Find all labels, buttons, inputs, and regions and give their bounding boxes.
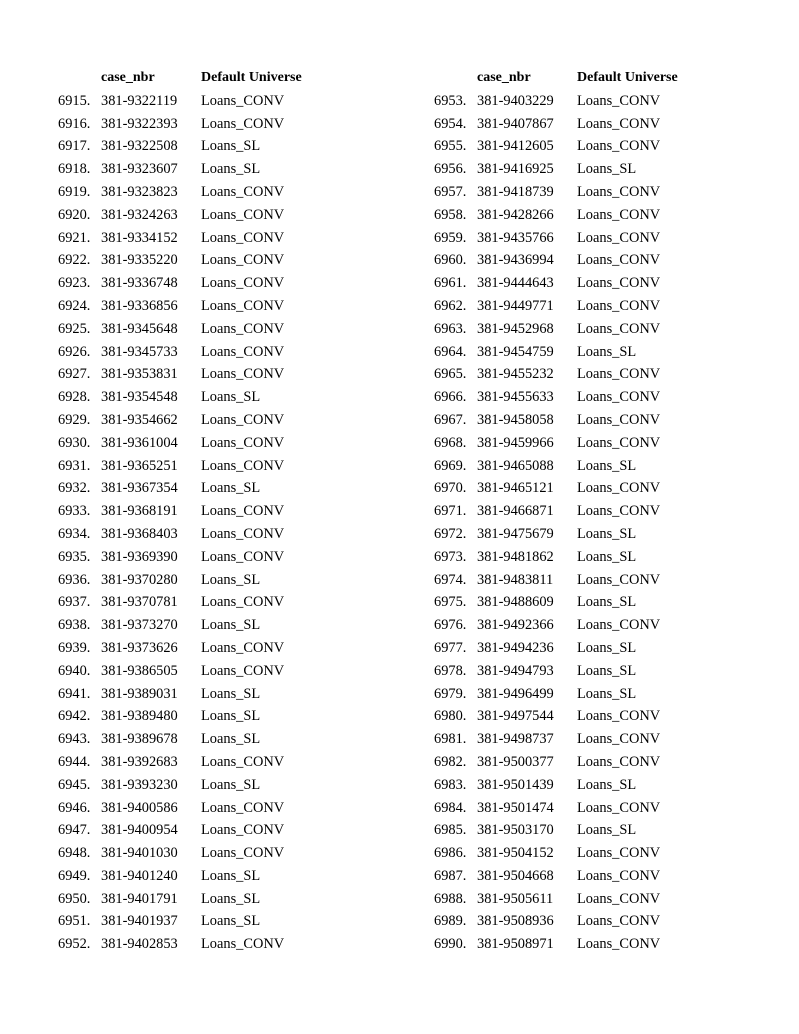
row-number: 6943. bbox=[58, 731, 91, 748]
case-nbr-cell: 381-9368191 bbox=[101, 503, 178, 520]
row-number: 6989. bbox=[434, 913, 467, 930]
universe-cell: Loans_CONV bbox=[201, 206, 285, 223]
case-nbr-cell: 381-9401937 bbox=[101, 913, 178, 930]
universe-cell: Loans_CONV bbox=[577, 229, 661, 246]
case-nbr-cell: 381-9373270 bbox=[101, 617, 178, 634]
case-nbr-cell: 381-9373626 bbox=[101, 639, 178, 656]
case-nbr-cell: 381-9322508 bbox=[101, 138, 178, 155]
case-nbr-cell: 381-9402853 bbox=[101, 936, 178, 953]
row-number: 6940. bbox=[58, 662, 91, 679]
universe-cell: Loans_CONV bbox=[201, 115, 285, 132]
universe-cell: Loans_CONV bbox=[201, 594, 285, 611]
row-number: 6929. bbox=[58, 411, 91, 428]
universe-cell: Loans_CONV bbox=[577, 252, 661, 269]
case-nbr-cell: 381-9465121 bbox=[477, 480, 554, 497]
universe-cell: Loans_SL bbox=[577, 525, 637, 542]
row-number: 6946. bbox=[58, 799, 91, 816]
row-number: 6923. bbox=[58, 275, 91, 292]
row-number: 6977. bbox=[434, 639, 467, 656]
row-number: 6984. bbox=[434, 799, 467, 816]
case-nbr-cell: 381-9436994 bbox=[477, 252, 554, 269]
row-number: 6983. bbox=[434, 776, 467, 793]
row-number: 6964. bbox=[434, 343, 467, 360]
case-nbr-cell: 381-9475679 bbox=[477, 525, 554, 542]
case-nbr-cell: 381-9412605 bbox=[477, 138, 554, 155]
case-nbr-cell: 381-9488609 bbox=[477, 594, 554, 611]
case-nbr-cell: 381-9508971 bbox=[477, 936, 554, 953]
case-nbr-cell: 381-9389031 bbox=[101, 685, 178, 702]
row-number: 6971. bbox=[434, 503, 467, 520]
case-nbr-cell: 381-9368403 bbox=[101, 525, 178, 542]
row-number: 6987. bbox=[434, 867, 467, 884]
row-number: 6945. bbox=[58, 776, 91, 793]
universe-cell: Loans_SL bbox=[201, 890, 261, 907]
row-number: 6928. bbox=[58, 389, 91, 406]
universe-cell: Loans_CONV bbox=[577, 913, 661, 930]
case-nbr-cell: 381-9452968 bbox=[477, 320, 554, 337]
row-number: 6930. bbox=[58, 434, 91, 451]
case-nbr-cell: 381-9323823 bbox=[101, 183, 178, 200]
case-nbr-cell: 381-9508936 bbox=[477, 913, 554, 930]
universe-cell: Loans_CONV bbox=[577, 708, 661, 725]
case-nbr-cell: 381-9335220 bbox=[101, 252, 178, 269]
universe-cell: Loans_SL bbox=[201, 480, 261, 497]
row-number: 6954. bbox=[434, 115, 467, 132]
universe-cell: Loans_SL bbox=[577, 822, 637, 839]
case-nbr-cell: 381-9416925 bbox=[477, 161, 554, 178]
universe-cell: Loans_SL bbox=[201, 389, 261, 406]
header-default-universe: Default Universe bbox=[577, 70, 678, 85]
case-nbr-cell: 381-9496499 bbox=[477, 685, 554, 702]
universe-cell: Loans_CONV bbox=[201, 799, 285, 816]
universe-cell: Loans_SL bbox=[201, 731, 261, 748]
row-number: 6975. bbox=[434, 594, 467, 611]
case-nbr-cell: 381-9353831 bbox=[101, 366, 178, 383]
row-number: 6933. bbox=[58, 503, 91, 520]
case-nbr-cell: 381-9498737 bbox=[477, 731, 554, 748]
case-nbr-cell: 381-9336748 bbox=[101, 275, 178, 292]
universe-cell: Loans_CONV bbox=[577, 845, 661, 862]
universe-cell: Loans_CONV bbox=[577, 411, 661, 428]
row-number: 6973. bbox=[434, 548, 467, 565]
universe-cell: Loans_CONV bbox=[577, 138, 661, 155]
universe-cell: Loans_CONV bbox=[201, 252, 285, 269]
universe-cell: Loans_SL bbox=[201, 685, 261, 702]
row-number: 6982. bbox=[434, 753, 467, 770]
universe-cell: Loans_CONV bbox=[577, 366, 661, 383]
universe-cell: Loans_SL bbox=[577, 662, 637, 679]
universe-cell: Loans_CONV bbox=[577, 183, 661, 200]
row-number: 6934. bbox=[58, 525, 91, 542]
case-nbr-cell: 381-9501474 bbox=[477, 799, 554, 816]
row-number: 6965. bbox=[434, 366, 467, 383]
universe-cell: Loans_CONV bbox=[577, 617, 661, 634]
row-number: 6931. bbox=[58, 457, 91, 474]
row-number: 6990. bbox=[434, 936, 467, 953]
case-nbr-cell: 381-9322119 bbox=[101, 92, 178, 109]
row-number: 6972. bbox=[434, 525, 467, 542]
case-nbr-cell: 381-9492366 bbox=[477, 617, 554, 634]
case-nbr-cell: 381-9401791 bbox=[101, 890, 178, 907]
row-number: 6955. bbox=[434, 138, 467, 155]
case-nbr-cell: 381-9334152 bbox=[101, 229, 178, 246]
universe-cell: Loans_CONV bbox=[577, 867, 661, 884]
row-number: 6920. bbox=[58, 206, 91, 223]
universe-cell: Loans_SL bbox=[577, 548, 637, 565]
row-number: 6947. bbox=[58, 822, 91, 839]
case-nbr-cell: 381-9497544 bbox=[477, 708, 554, 725]
case-nbr-cell: 381-9389480 bbox=[101, 708, 178, 725]
row-number: 6958. bbox=[434, 206, 467, 223]
universe-cell: Loans_SL bbox=[577, 457, 637, 474]
case-nbr-cell: 381-9466871 bbox=[477, 503, 554, 520]
universe-cell: Loans_CONV bbox=[577, 389, 661, 406]
case-nbr-cell: 381-9435766 bbox=[477, 229, 554, 246]
universe-cell: Loans_CONV bbox=[201, 183, 285, 200]
case-nbr-cell: 381-9370781 bbox=[101, 594, 178, 611]
case-nbr-cell: 381-9400954 bbox=[101, 822, 178, 839]
case-nbr-cell: 381-9500377 bbox=[477, 753, 554, 770]
row-number: 6960. bbox=[434, 252, 467, 269]
universe-cell: Loans_SL bbox=[577, 776, 637, 793]
row-number: 6936. bbox=[58, 571, 91, 588]
universe-cell: Loans_CONV bbox=[201, 92, 285, 109]
row-number: 6967. bbox=[434, 411, 467, 428]
case-nbr-cell: 381-9459966 bbox=[477, 434, 554, 451]
case-nbr-cell: 381-9481862 bbox=[477, 548, 554, 565]
case-nbr-cell: 381-9345648 bbox=[101, 320, 178, 337]
universe-cell: Loans_SL bbox=[201, 138, 261, 155]
case-nbr-cell: 381-9323607 bbox=[101, 161, 178, 178]
case-nbr-cell: 381-9345733 bbox=[101, 343, 178, 360]
case-nbr-cell: 381-9483811 bbox=[477, 571, 554, 588]
case-nbr-cell: 381-9322393 bbox=[101, 115, 178, 132]
universe-cell: Loans_SL bbox=[201, 867, 261, 884]
universe-cell: Loans_SL bbox=[201, 617, 261, 634]
universe-cell: Loans_CONV bbox=[201, 366, 285, 383]
row-number: 6919. bbox=[58, 183, 91, 200]
row-number: 6935. bbox=[58, 548, 91, 565]
universe-cell: Loans_CONV bbox=[201, 411, 285, 428]
case-nbr-cell: 381-9361004 bbox=[101, 434, 178, 451]
case-nbr-cell: 381-9505611 bbox=[477, 890, 554, 907]
case-nbr-cell: 381-9386505 bbox=[101, 662, 178, 679]
row-number: 6985. bbox=[434, 822, 467, 839]
case-nbr-cell: 381-9392683 bbox=[101, 753, 178, 770]
row-number: 6979. bbox=[434, 685, 467, 702]
row-number: 6918. bbox=[58, 161, 91, 178]
universe-cell: Loans_CONV bbox=[577, 753, 661, 770]
row-number: 6970. bbox=[434, 480, 467, 497]
universe-cell: Loans_CONV bbox=[201, 845, 285, 862]
row-number: 6980. bbox=[434, 708, 467, 725]
case-nbr-cell: 381-9504668 bbox=[477, 867, 554, 884]
universe-cell: Loans_SL bbox=[577, 161, 637, 178]
case-nbr-cell: 381-9444643 bbox=[477, 275, 554, 292]
universe-cell: Loans_CONV bbox=[577, 503, 661, 520]
universe-cell: Loans_SL bbox=[577, 594, 637, 611]
universe-cell: Loans_CONV bbox=[577, 434, 661, 451]
case-nbr-cell: 381-9389678 bbox=[101, 731, 178, 748]
row-number: 6966. bbox=[434, 389, 467, 406]
case-nbr-cell: 381-9324263 bbox=[101, 206, 178, 223]
row-number: 6944. bbox=[58, 753, 91, 770]
universe-cell: Loans_CONV bbox=[201, 320, 285, 337]
row-number: 6962. bbox=[434, 297, 467, 314]
row-number: 6976. bbox=[434, 617, 467, 634]
row-number: 6941. bbox=[58, 685, 91, 702]
universe-cell: Loans_CONV bbox=[201, 753, 285, 770]
row-number: 6937. bbox=[58, 594, 91, 611]
universe-cell: Loans_SL bbox=[201, 161, 261, 178]
case-nbr-cell: 381-9407867 bbox=[477, 115, 554, 132]
case-nbr-cell: 381-9465088 bbox=[477, 457, 554, 474]
row-number: 6939. bbox=[58, 639, 91, 656]
case-nbr-cell: 381-9370280 bbox=[101, 571, 178, 588]
case-nbr-cell: 381-9503170 bbox=[477, 822, 554, 839]
case-nbr-cell: 381-9401030 bbox=[101, 845, 178, 862]
row-number: 6922. bbox=[58, 252, 91, 269]
case-nbr-cell: 381-9428266 bbox=[477, 206, 554, 223]
universe-cell: Loans_CONV bbox=[201, 457, 285, 474]
row-number: 6921. bbox=[58, 229, 91, 246]
row-number: 6959. bbox=[434, 229, 467, 246]
universe-cell: Loans_CONV bbox=[201, 662, 285, 679]
row-number: 6950. bbox=[58, 890, 91, 907]
universe-cell: Loans_SL bbox=[201, 776, 261, 793]
case-nbr-cell: 381-9403229 bbox=[477, 92, 554, 109]
case-nbr-cell: 381-9494793 bbox=[477, 662, 554, 679]
row-number: 6956. bbox=[434, 161, 467, 178]
universe-cell: Loans_CONV bbox=[577, 480, 661, 497]
header-case-nbr: case_nbr bbox=[101, 70, 155, 85]
universe-cell: Loans_CONV bbox=[577, 731, 661, 748]
universe-cell: Loans_CONV bbox=[201, 343, 285, 360]
row-number: 6969. bbox=[434, 457, 467, 474]
universe-cell: Loans_CONV bbox=[577, 571, 661, 588]
row-number: 6974. bbox=[434, 571, 467, 588]
row-number: 6924. bbox=[58, 297, 91, 314]
universe-cell: Loans_SL bbox=[201, 913, 261, 930]
universe-cell: Loans_CONV bbox=[201, 229, 285, 246]
universe-cell: Loans_SL bbox=[577, 685, 637, 702]
row-number: 6953. bbox=[434, 92, 467, 109]
universe-cell: Loans_CONV bbox=[577, 115, 661, 132]
row-number: 6951. bbox=[58, 913, 91, 930]
case-nbr-cell: 381-9401240 bbox=[101, 867, 178, 884]
universe-cell: Loans_CONV bbox=[577, 799, 661, 816]
row-number: 6917. bbox=[58, 138, 91, 155]
universe-cell: Loans_SL bbox=[577, 639, 637, 656]
case-nbr-cell: 381-9354548 bbox=[101, 389, 178, 406]
row-number: 6981. bbox=[434, 731, 467, 748]
universe-cell: Loans_CONV bbox=[201, 434, 285, 451]
case-nbr-cell: 381-9369390 bbox=[101, 548, 178, 565]
row-number: 6938. bbox=[58, 617, 91, 634]
case-nbr-cell: 381-9400586 bbox=[101, 799, 178, 816]
row-number: 6915. bbox=[58, 92, 91, 109]
universe-cell: Loans_CONV bbox=[577, 92, 661, 109]
universe-cell: Loans_CONV bbox=[201, 639, 285, 656]
case-nbr-cell: 381-9455633 bbox=[477, 389, 554, 406]
row-number: 6978. bbox=[434, 662, 467, 679]
row-number: 6949. bbox=[58, 867, 91, 884]
row-number: 6952. bbox=[58, 936, 91, 953]
row-number: 6948. bbox=[58, 845, 91, 862]
universe-cell: Loans_CONV bbox=[577, 936, 661, 953]
row-number: 6942. bbox=[58, 708, 91, 725]
row-number: 6968. bbox=[434, 434, 467, 451]
row-number: 6986. bbox=[434, 845, 467, 862]
universe-cell: Loans_CONV bbox=[577, 890, 661, 907]
universe-cell: Loans_CONV bbox=[577, 206, 661, 223]
row-number: 6961. bbox=[434, 275, 467, 292]
case-nbr-cell: 381-9365251 bbox=[101, 457, 178, 474]
row-number: 6926. bbox=[58, 343, 91, 360]
case-nbr-cell: 381-9455232 bbox=[477, 366, 554, 383]
universe-cell: Loans_CONV bbox=[577, 297, 661, 314]
case-nbr-cell: 381-9501439 bbox=[477, 776, 554, 793]
header-default-universe: Default Universe bbox=[201, 70, 302, 85]
universe-cell: Loans_CONV bbox=[201, 297, 285, 314]
row-number: 6927. bbox=[58, 366, 91, 383]
universe-cell: Loans_CONV bbox=[201, 822, 285, 839]
universe-cell: Loans_CONV bbox=[577, 275, 661, 292]
row-number: 6963. bbox=[434, 320, 467, 337]
case-nbr-cell: 381-9354662 bbox=[101, 411, 178, 428]
row-number: 6925. bbox=[58, 320, 91, 337]
universe-cell: Loans_CONV bbox=[201, 936, 285, 953]
row-number: 6988. bbox=[434, 890, 467, 907]
case-nbr-cell: 381-9418739 bbox=[477, 183, 554, 200]
case-nbr-cell: 381-9494236 bbox=[477, 639, 554, 656]
universe-cell: Loans_CONV bbox=[201, 275, 285, 292]
case-nbr-cell: 381-9458058 bbox=[477, 411, 554, 428]
row-number: 6916. bbox=[58, 115, 91, 132]
case-nbr-cell: 381-9367354 bbox=[101, 480, 178, 497]
universe-cell: Loans_CONV bbox=[577, 320, 661, 337]
row-number: 6932. bbox=[58, 480, 91, 497]
header-case-nbr: case_nbr bbox=[477, 70, 531, 85]
case-nbr-cell: 381-9393230 bbox=[101, 776, 178, 793]
universe-cell: Loans_CONV bbox=[201, 525, 285, 542]
universe-cell: Loans_CONV bbox=[201, 503, 285, 520]
universe-cell: Loans_CONV bbox=[201, 548, 285, 565]
case-nbr-cell: 381-9454759 bbox=[477, 343, 554, 360]
row-number: 6957. bbox=[434, 183, 467, 200]
universe-cell: Loans_SL bbox=[201, 708, 261, 725]
case-nbr-cell: 381-9449771 bbox=[477, 297, 554, 314]
universe-cell: Loans_SL bbox=[201, 571, 261, 588]
case-nbr-cell: 381-9504152 bbox=[477, 845, 554, 862]
universe-cell: Loans_SL bbox=[577, 343, 637, 360]
case-nbr-cell: 381-9336856 bbox=[101, 297, 178, 314]
